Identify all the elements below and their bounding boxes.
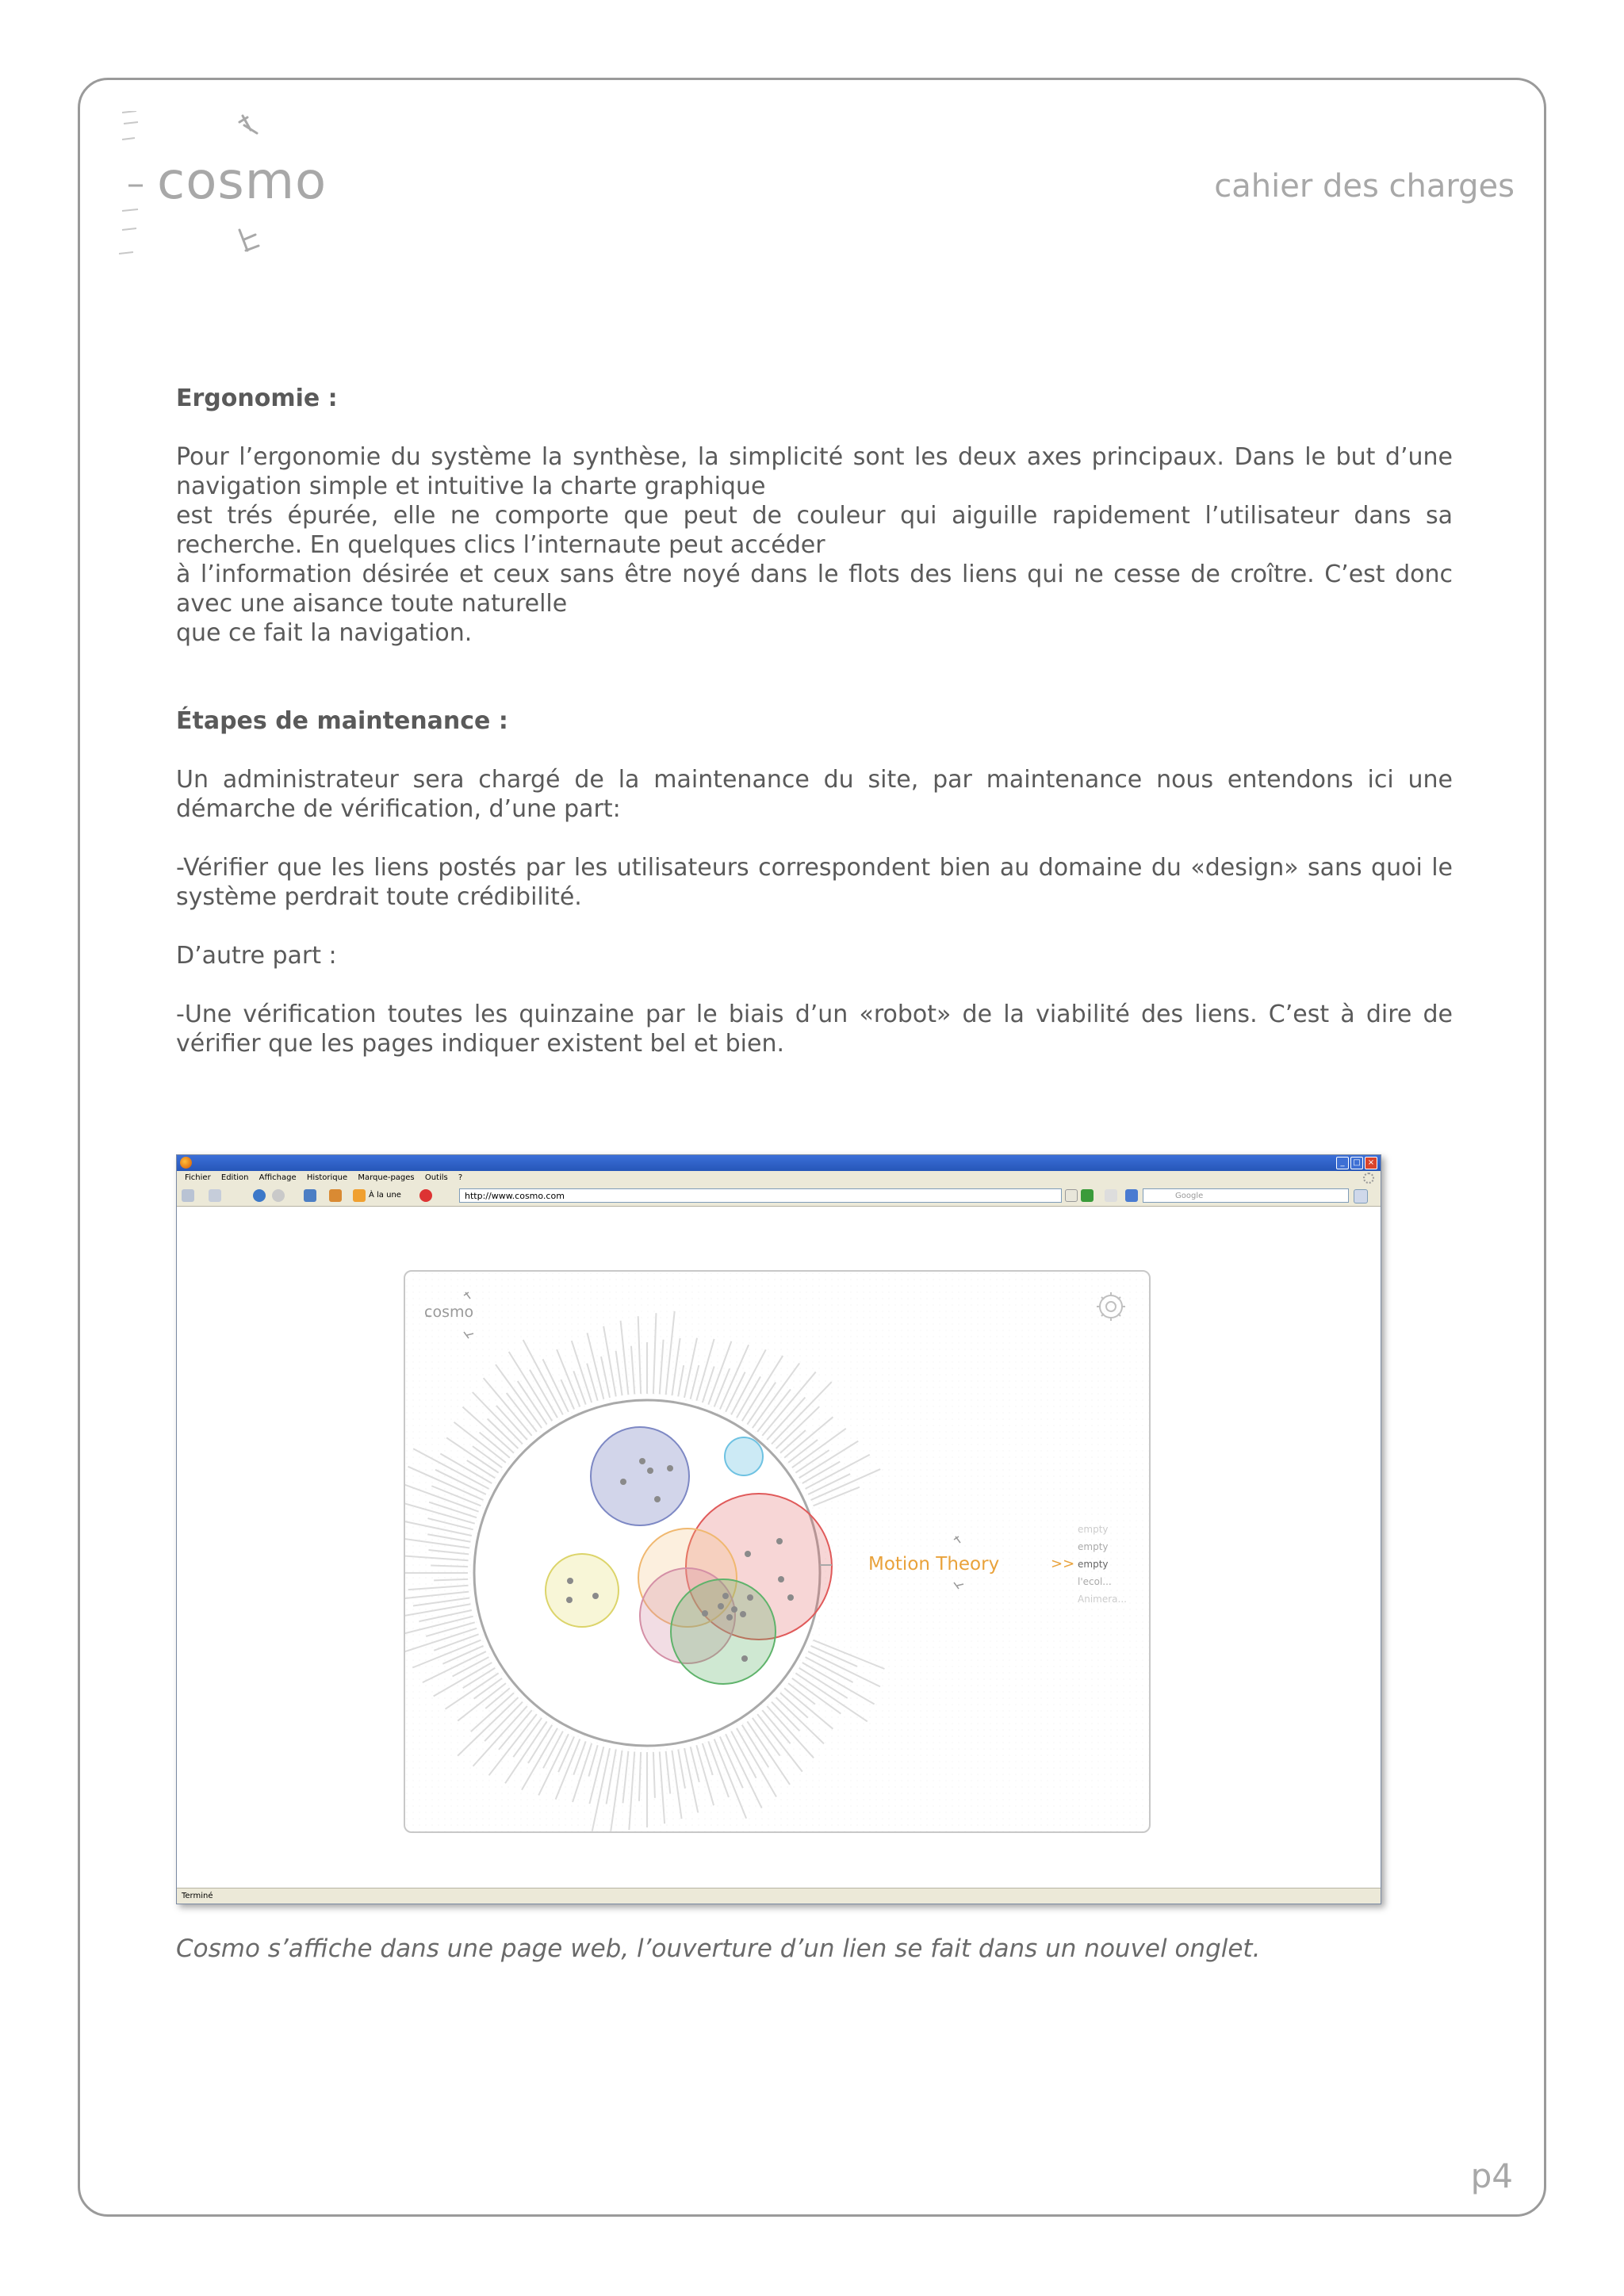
- expand-arrow[interactable]: >>: [1051, 1556, 1075, 1572]
- paragraph: que ce fait la navigation.: [176, 619, 473, 647]
- firefox-icon: [180, 1157, 192, 1169]
- app-logo-text: cosmo: [424, 1303, 474, 1321]
- page-number: p4: [1470, 2156, 1513, 2195]
- document-title: cahier des charges: [1214, 168, 1515, 205]
- menu-item-affichage[interactable]: Affichage: [259, 1173, 297, 1182]
- section-heading: Ergonomie :: [176, 385, 338, 412]
- home-icon[interactable]: [329, 1189, 342, 1202]
- menu-item-outils[interactable]: Outils: [424, 1173, 448, 1182]
- paragraph: Pour l’ergonomie du système la synthèse, la simplicité sont les deux axes principaux. Dans le but d’une navigation simple et intuitive la charte graphique: [176, 443, 1453, 500]
- paragraph: à l’information désirée et ceux sans être noyé dans le flots des liens qui ne cesse de croître. C’est donc avec une aisance toute naturelle: [176, 561, 1453, 618]
- url-dropdown-icon[interactable]: [1065, 1189, 1078, 1202]
- link-item[interactable]: empty: [1078, 1524, 1109, 1535]
- link-item[interactable]: l'ecol...: [1078, 1576, 1112, 1587]
- paragraph: -Vérifier que les liens postés par les utilisateurs correspondent bien au domaine du «design» sans quoi le système perdrait toute crédibilité.: [176, 854, 1453, 911]
- back-icon[interactable]: [182, 1189, 194, 1202]
- status-bar: Terminé: [177, 1888, 1381, 1904]
- close-icon[interactable]: ×: [1365, 1157, 1377, 1169]
- link-item[interactable]: empty: [1078, 1559, 1109, 1570]
- logo-text: cosmo: [157, 152, 327, 211]
- menu-bar: [177, 1171, 1381, 1185]
- browser-viewport: [177, 1207, 1381, 1887]
- minimize-icon[interactable]: _: [1336, 1157, 1349, 1169]
- link-item[interactable]: empty: [1078, 1541, 1109, 1552]
- link-list: [1078, 1521, 1127, 1608]
- browser-screenshot: [176, 1154, 1381, 1904]
- rss-icon[interactable]: [353, 1189, 366, 1202]
- browser-titlebar: [177, 1155, 1381, 1171]
- document-body: [176, 384, 1453, 1058]
- selected-category-label[interactable]: Motion Theory: [868, 1554, 1000, 1575]
- link-item[interactable]: Animera...: [1078, 1594, 1127, 1605]
- forward-icon[interactable]: [209, 1189, 221, 1202]
- search-engine-icon[interactable]: [1125, 1189, 1138, 1202]
- throbber-icon: [1363, 1173, 1374, 1184]
- stop-icon[interactable]: [272, 1189, 285, 1202]
- tool-icon[interactable]: [1105, 1189, 1117, 1202]
- adblock-icon[interactable]: [419, 1189, 432, 1202]
- figure-caption: Cosmo s’affiche dans une page web, l’ouverture d’un lien se fait dans un nouvel onglet.: [176, 1934, 1261, 1963]
- menu-item-help[interactable]: ?: [458, 1173, 463, 1182]
- paragraph: D’autre part :: [176, 942, 337, 970]
- search-input[interactable]: Google: [1143, 1188, 1349, 1203]
- cosmo-visualization: [405, 1272, 1149, 1831]
- category-bubble-cyan: [725, 1437, 763, 1475]
- url-input[interactable]: http://www.cosmo.com: [459, 1188, 1062, 1203]
- navigation-toolbar: [177, 1185, 1381, 1207]
- menu-item-edition[interactable]: Edition: [220, 1173, 249, 1182]
- category-bubble-blue: [591, 1427, 689, 1525]
- bookmark-a-la-une[interactable]: À la une: [369, 1191, 401, 1200]
- category-bubble-yellow: [546, 1554, 619, 1627]
- bookmark-icon[interactable]: [304, 1189, 316, 1202]
- section-heading: Étapes de maintenance :: [176, 707, 508, 735]
- paragraph: Un administrateur sera chargé de la maintenance du site, par maintenance nous entendons ici une démarche de vérification, d’une part:: [176, 766, 1453, 823]
- paragraph: est trés épurée, elle ne comporte que peut de couleur qui aiguille rapidement l’utilisateur dans sa recherche. En quelques clics l’internaute peut accéder: [176, 502, 1453, 559]
- reload-icon[interactable]: [253, 1189, 266, 1202]
- paragraph: -Une vérification toutes les quinzaine par le biais d’un «robot» de la viabilité des liens. C’est à dire de vérifier que les pages indiquer existent bel et bien.: [176, 1001, 1453, 1058]
- maximize-icon[interactable]: □: [1350, 1157, 1363, 1169]
- search-icon[interactable]: [1354, 1189, 1368, 1203]
- go-icon[interactable]: [1081, 1189, 1094, 1202]
- menu-item-historique[interactable]: Historique: [306, 1173, 348, 1182]
- menu-item-fichier[interactable]: Fichier: [185, 1173, 211, 1182]
- cosmo-logo: [119, 111, 357, 270]
- menu-item-marque-pages[interactable]: Marque-pages: [358, 1173, 415, 1182]
- cosmo-app-panel: [404, 1270, 1151, 1833]
